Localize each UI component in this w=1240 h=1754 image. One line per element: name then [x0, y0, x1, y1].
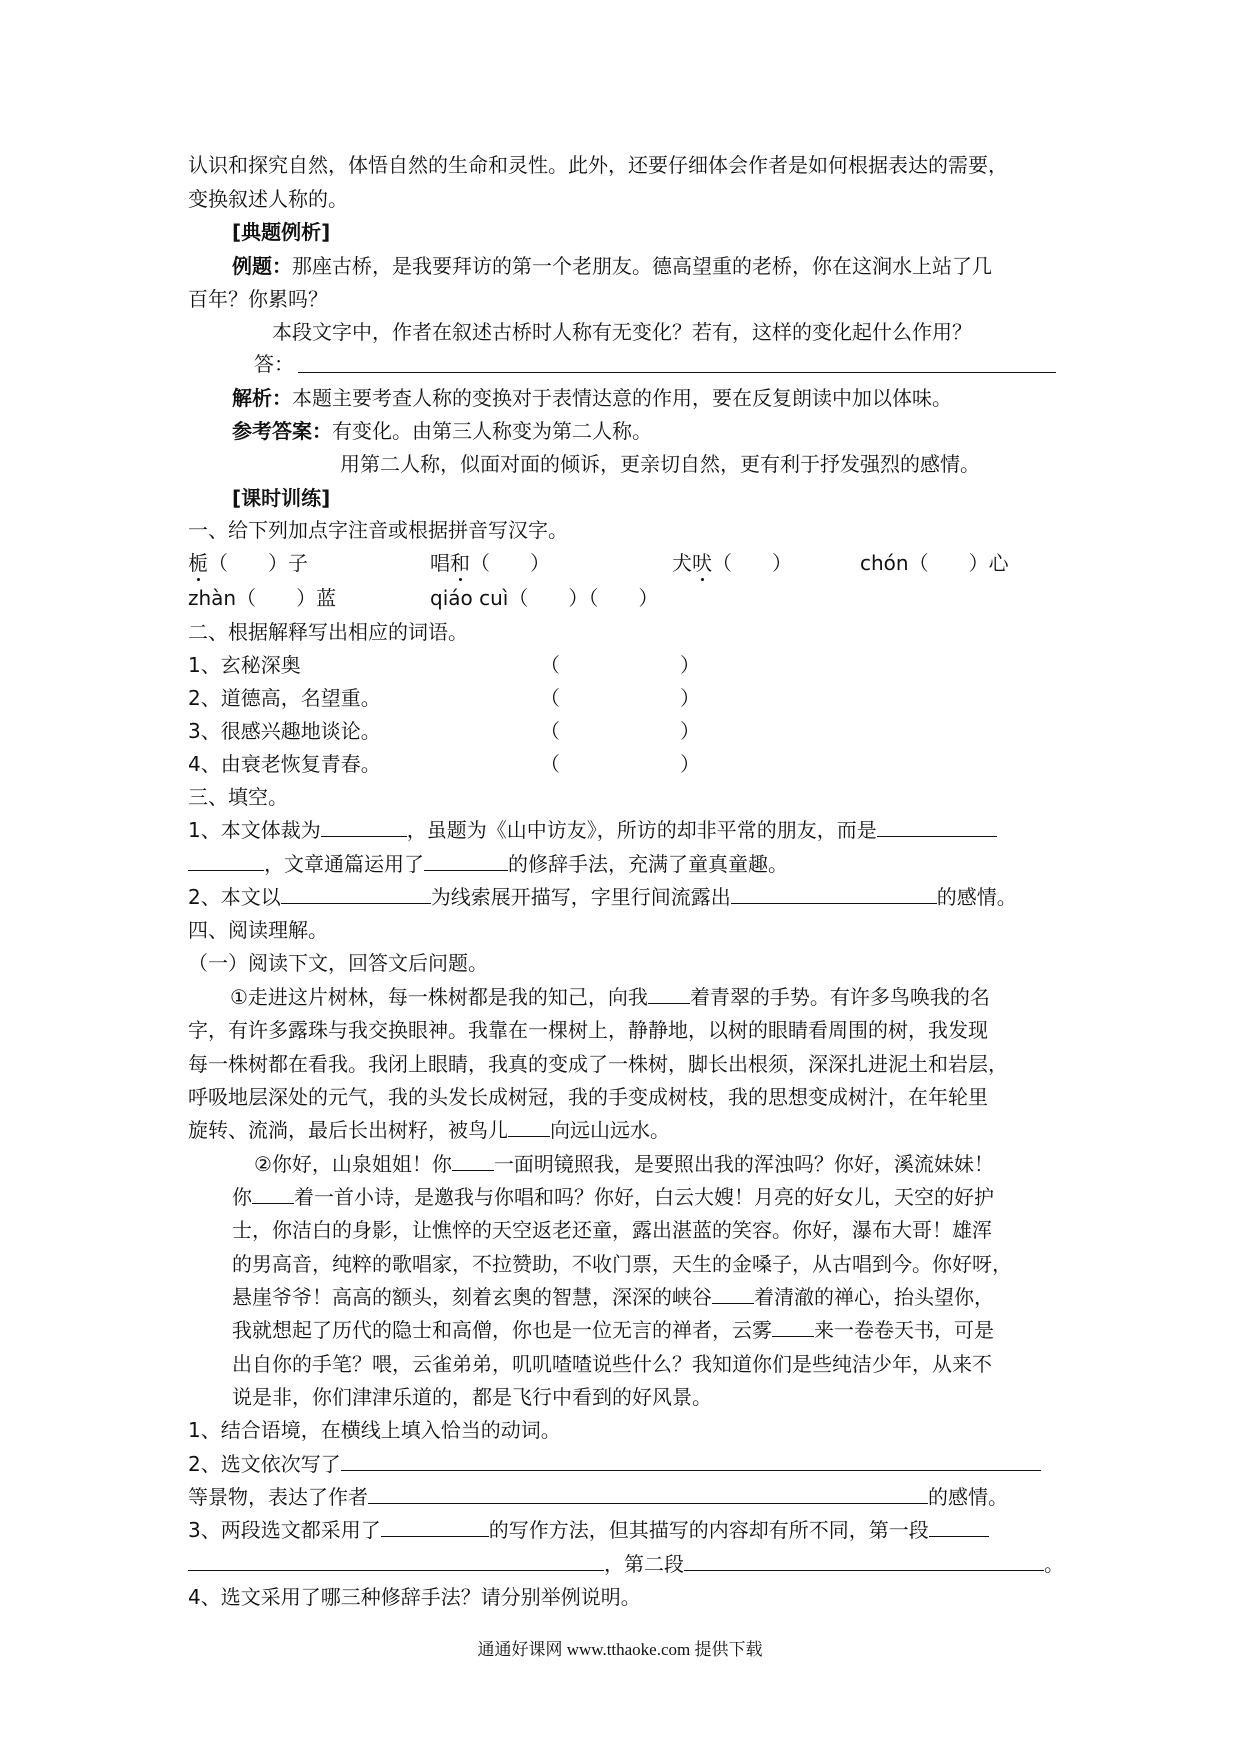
q1-item-1 [188, 549, 308, 577]
q1-item-2-blank[interactable]: （ ） [470, 551, 550, 575]
p1-text: 旋转、流淌，最后长出树籽，被鸟儿 [188, 1118, 508, 1142]
fill-blank[interactable] [929, 1516, 989, 1537]
reading-q4: 4、选文采用了哪三种修辞手法？请分别举例说明。 [188, 1585, 641, 1609]
q2-item-3: 3、很感兴趣地谈论。 [188, 719, 381, 743]
q2-title: 二、根据解释写出相应的词语。 [188, 620, 468, 644]
answer-label: 答： [254, 352, 294, 376]
reading-q1: 1、结合语境，在横线上填入恰当的动词。 [188, 1418, 561, 1442]
p2-line-5 [232, 1283, 994, 1311]
example-label: 例题： [232, 254, 292, 278]
reference-answer-line-2: 用第二人称，似面对面的倾诉，更亲切自然，更有利于抒发强烈的感情。 [340, 452, 980, 476]
training-heading: [课时训练] [232, 486, 331, 510]
reading-q2-line-1 [188, 1450, 1041, 1478]
fill-blank[interactable] [508, 1116, 550, 1137]
q2-item-4-blank[interactable]: （ ） [540, 752, 700, 776]
example-text-1: 那座古桥，是我要拜访的第一个老朋友。德高望重的老桥，你在这涧水上站了几 [292, 254, 992, 278]
q1-item-6 [430, 584, 658, 612]
q3-text: ，虽题为《山中访友》，所访的却非平常的朋友，而是 [406, 818, 877, 842]
fill-blank[interactable] [321, 816, 407, 837]
fill-blank[interactable] [252, 1183, 294, 1204]
reading-q3-text: 3、两段选文都采用了 [188, 1518, 381, 1542]
q3-text: 1、本文体裁为 [188, 818, 321, 842]
p2-text: 你 [232, 1185, 252, 1209]
q1-item-2 [430, 549, 550, 577]
q3-line-3 [188, 883, 1017, 911]
q2-item-1: 1、玄秘深奥 [188, 653, 301, 677]
example-heading: [典题例析] [232, 220, 331, 244]
q3-text: 2、本文以 [188, 885, 281, 909]
reading-q2-text: 等景物，表达了作者 [188, 1485, 368, 1509]
fill-blank[interactable] [341, 1450, 1041, 1471]
q2-item-3-blank[interactable]: （ ） [540, 719, 700, 743]
q3-line-2 [188, 850, 788, 878]
q2-item-1-blank[interactable]: （ ） [540, 653, 700, 677]
analysis-text: 本题主要考查人称的变换对于表情达意的作用，要在反复朗读中加以体味。 [292, 386, 952, 410]
fill-blank[interactable] [424, 850, 508, 871]
reading-q2-text: 的感情。 [928, 1485, 1008, 1509]
fill-blank[interactable] [188, 850, 264, 871]
p2-text: 着一首小诗，是邀我与你唱和吗？你好，白云大嫂！月亮的好女儿，天空的好护 [294, 1185, 994, 1209]
fill-blank[interactable] [281, 883, 431, 904]
example-question: 本段文字中，作者在叙述古桥时人称有无变化？若有，这样的变化起什么作用？ [272, 320, 972, 344]
fill-blank[interactable] [731, 883, 937, 904]
plain-char: 唱 [430, 551, 450, 575]
reading-q3-line-1 [188, 1516, 989, 1544]
fill-blank[interactable] [772, 1316, 814, 1337]
p2-text: 我就想起了历代的隐士和高僧，你也是一位无言的禅者，云雾 [232, 1318, 772, 1342]
p2-line-2 [232, 1183, 994, 1211]
p1-text: 向远山远水。 [550, 1118, 670, 1142]
p1-line-1 [230, 983, 990, 1011]
reference-text-1: 有变化。由第三人称变为第二人称。 [332, 419, 652, 443]
reading-q3-line-2 [188, 1550, 1064, 1578]
q2-item-4: 4、由衰老恢复青春。 [188, 752, 381, 776]
q1-item-5-blank[interactable]: （ ）蓝 [236, 586, 337, 610]
reading-q3-text: 的写作方法，但其描写的内容却有所不同，第一段 [488, 1518, 929, 1542]
analysis-label: 解析： [232, 386, 292, 410]
reading-q3-text: 。 [1044, 1552, 1064, 1576]
pinyin-text: qiáo cuì [430, 586, 509, 610]
q2-item-2: 2、道德高，名望重。 [188, 686, 381, 710]
q1-item-5 [188, 584, 336, 612]
q2-item-2-blank[interactable]: （ ） [540, 686, 700, 710]
q1-title: 一、给下列加点字注音或根据拼音写汉字。 [188, 518, 568, 542]
fill-blank[interactable] [684, 1550, 1044, 1571]
fill-blank[interactable] [188, 1550, 604, 1571]
p1-text: ①走进这片树林，每一株树都是我的知己，向我 [230, 985, 648, 1009]
reading-q2-text: 2、选文依次写了 [188, 1452, 341, 1476]
answer-blank[interactable] [298, 372, 1056, 373]
q1-item-3 [672, 549, 792, 577]
fill-blank[interactable] [712, 1283, 754, 1304]
q3-text: 的修辞手法，充满了童真童趣。 [508, 852, 788, 876]
p2-line-6 [232, 1316, 994, 1344]
dotted-char: 吠 [692, 551, 712, 575]
p2-text: 悬崖爷爷！高高的额头，刻着玄奥的智慧，深深的峡谷 [232, 1285, 712, 1309]
reading-q3-text: ，第二段 [604, 1552, 684, 1576]
p2-line-1 [254, 1150, 994, 1178]
p1-line-2: 字，有许多露珠与我交换眼神。我靠在一棵树上，静静地，以树的眼睛看周围的树，我发现 [188, 1018, 988, 1042]
dotted-char: 和 [450, 551, 470, 575]
example-line-2: 百年？你累吗？ [188, 287, 328, 311]
fill-blank[interactable] [368, 1483, 928, 1504]
page-footer: 通通好课网 www.tthaoke.com 提供下载 [477, 1640, 763, 1659]
q3-text: ，文章通篇运用了 [264, 852, 424, 876]
intro-line-1: 认识和探究自然，体悟自然的生命和灵性。此外，还要仔细体会作者是如何根据表达的需要， [188, 153, 1008, 177]
q1-item-4-blank[interactable]: （ ）心 [908, 551, 1009, 575]
q3-text: 的感情。 [936, 885, 1017, 909]
p2-line-4: 的男高音，纯粹的歌唱家，不拉赞助，不收门票，天生的金嗓子，从古唱到今。你好呀， [232, 1252, 1012, 1276]
fill-blank[interactable] [452, 1150, 494, 1171]
p2-line-8: 说是非，你们津津乐道的，都是飞行中看到的好风景。 [232, 1385, 712, 1409]
fill-blank[interactable] [381, 1516, 489, 1537]
q1-item-1-blank[interactable]: （ ）子 [208, 551, 308, 575]
reference-answer-line-1 [232, 417, 652, 445]
p1-line-4: 呼吸地层深处的元气，我的头发长成树冠，我的手变成树枝，我的思想变成树汁，在年轮里 [188, 1085, 988, 1109]
q1-item-4 [860, 549, 1009, 577]
analysis-line [232, 384, 952, 412]
q1-item-6-blank[interactable]: （ ）（ ） [508, 586, 659, 610]
q3-title: 三、填空。 [188, 785, 288, 809]
p2-text: 一面明镜照我，是要照出我的浑浊吗？你好，溪流妹妹！ [493, 1152, 994, 1176]
q4-subtitle: （一）阅读下文，回答文后问题。 [188, 951, 488, 975]
pinyin-text: chón [860, 551, 909, 575]
reading-q2-line-2 [188, 1483, 1008, 1511]
q1-item-3-blank[interactable]: （ ） [712, 551, 792, 575]
q3-text: 为线索展开描写，字里行间流露出 [430, 885, 731, 909]
p1-line-5 [188, 1116, 670, 1144]
p2-text: 着清澈的禅心，抬头望你， [754, 1285, 994, 1309]
plain-char: 犬 [672, 551, 692, 575]
p1-line-3: 每一株树都在看我。我闭上眼睛，我真的变成了一株树，脚长出根须，深深扎进泥土和岩层， [188, 1052, 1008, 1076]
reference-label: 参考答案： [232, 419, 332, 443]
p2-text: 来一卷卷天书，可是 [814, 1318, 994, 1342]
fill-blank[interactable] [648, 983, 690, 1004]
intro-line-2: 变换叙述人称的。 [188, 187, 348, 211]
p2-text: ②你好，山泉姐姐！你 [254, 1152, 452, 1176]
dotted-char: 栀 [188, 551, 208, 575]
q3-line-1 [188, 816, 997, 844]
example-line-1 [232, 252, 992, 280]
q4-title: 四、阅读理解。 [188, 918, 328, 942]
pinyin-text: zhàn [188, 586, 237, 610]
p2-line-3: 士，你洁白的身影，让憔悴的天空返老还童，露出湛蓝的笑容。你好，瀑布大哥！雄浑 [232, 1218, 992, 1242]
fill-blank[interactable] [877, 816, 997, 837]
p2-line-7: 出自你的手笔？喂，云雀弟弟，叽叽喳喳说些什么？我知道你们是些纯洁少年，从来不 [232, 1352, 992, 1376]
p1-text: 着青翠的手势。有许多鸟唤我的名 [689, 985, 990, 1009]
